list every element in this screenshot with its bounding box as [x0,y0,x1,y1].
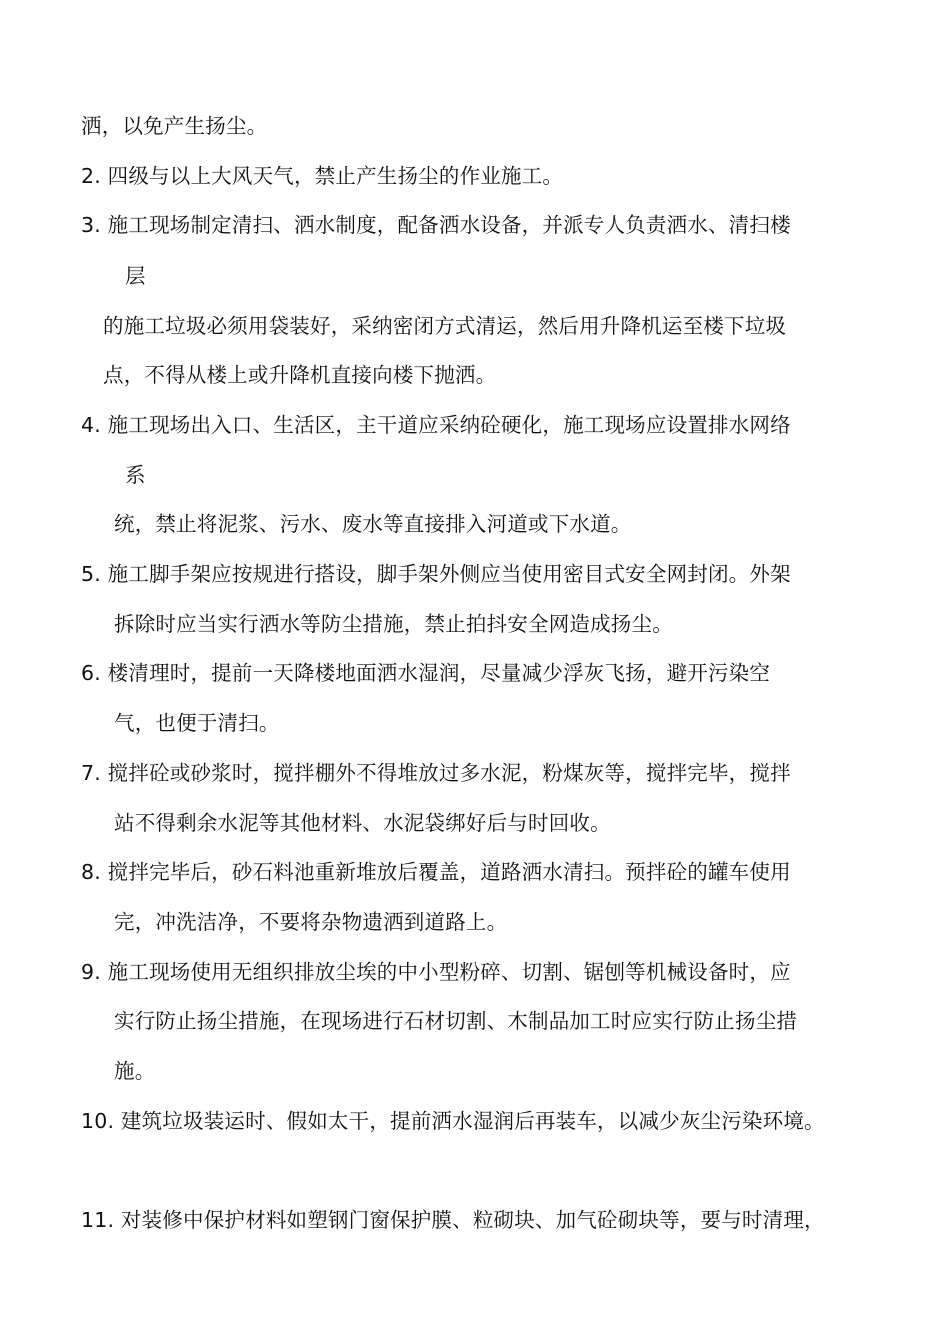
text-line: 点，不得从楼上或升降机直接向楼下抛洒。 [103,363,497,387]
list-item-9: 9. 施工现场使用无组织排放尘埃的中小型粉碎、切割、锯刨等机械设备时，应 [81,960,791,984]
text-line: 施。 [114,1059,156,1083]
list-item-7: 7. 搅拌砼或砂浆时，搅拌棚外不得堆放过多水泥，粉煤灰等，搅拌完毕，搅拌 [81,761,791,785]
list-item-8: 8. 搅拌完毕后，砂石料池重新堆放后覆盖，道路洒水清扫。预拌砼的罐车使用 [81,860,791,884]
list-item-2: 2. 四级与以上大风天气，禁止产生扬尘的作业施工。 [81,164,564,188]
list-item-5: 5. 施工脚手架应按规进行搭设，脚手架外侧应当使用密目式安全网封闭。外架 [81,562,791,586]
text-line: 气，也便于清扫。 [114,711,280,735]
text-line: 系 [125,463,146,487]
text-line: 洒，以免产生扬尘。 [81,114,268,138]
list-item-10: 10. 建筑垃圾装运时、假如太干，提前洒水湿润后再装车，以减少灰尘污染环境。 [81,1109,825,1133]
text-line: 统，禁止将泥浆、污水、废水等直接排入河道或下水道。 [114,512,632,536]
text-line: 拆除时应当实行洒水等防尘措施，禁止拍抖安全网造成扬尘。 [114,612,673,636]
text-line: 实行防止扬尘措施，在现场进行石材切割、木制品加工时应实行防止扬尘措 [114,1009,798,1033]
text-line: 完，冲洗洁净，不要将杂物遗洒到道路上。 [114,910,508,934]
list-item-11: 11. 对装修中保护材料如塑钢门窗保护膜、粒砌块、加气砼砌块等，要与时清理， [81,1208,825,1232]
text-line: 站不得剩余水泥等其他材料、水泥袋绑好后与时回收。 [114,811,611,835]
list-item-4: 4. 施工现场出入口、生活区，主干道应采纳砼硬化，施工现场应设置排水网络 [81,413,791,437]
list-item-6: 6. 楼清理时，提前一天降楼地面洒水湿润，尽量减少浮灰飞扬，避开污染空 [81,661,771,685]
text-line: 的施工垃圾必须用袋装好，采纳密闭方式清运，然后用升降机运至楼下垃圾 [103,314,787,338]
list-item-3: 3. 施工现场制定清扫、洒水制度，配备洒水设备，并派专人负责洒水、清扫楼 [81,213,791,237]
text-line: 层 [125,264,146,288]
